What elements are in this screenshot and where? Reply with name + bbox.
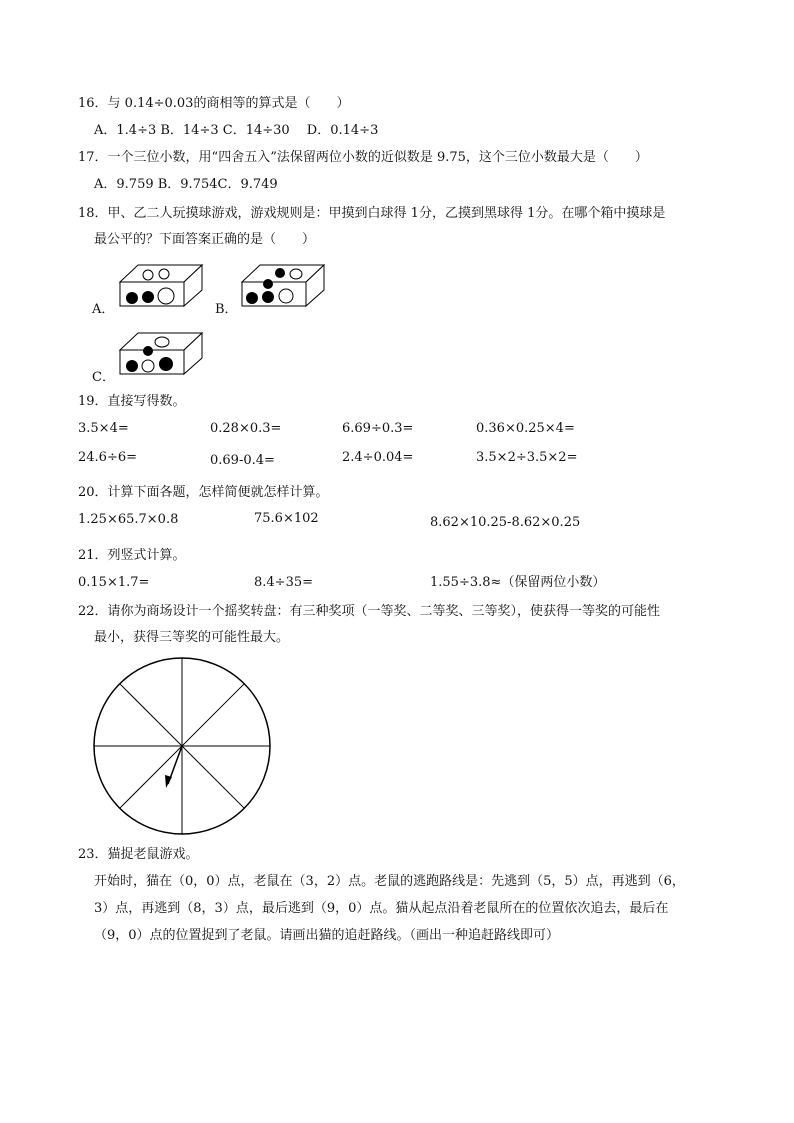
q18-option-b-label: B． xyxy=(215,302,238,317)
q18-stem-line2: 最公平的？下面答案正确的是（ ） xyxy=(94,232,316,247)
white-ball xyxy=(290,269,302,279)
q20-item: 1.25×65.7×0.8 xyxy=(78,512,179,527)
black-ball xyxy=(126,292,138,304)
q22-stem-line2: 最小，获得三等奖的可能性最大。 xyxy=(94,630,290,645)
q20-item: 8.62×10.25-8.62×0.25 xyxy=(430,515,581,530)
black-ball xyxy=(159,357,173,371)
black-ball xyxy=(143,346,153,356)
q16-stem: 16．与 0.14÷0.03的商相等的算式是（ ） xyxy=(78,96,350,111)
q23-line2: 3）点，再逃到（8，3）点，最后逃到（9，0）点。猫从起点沿着老鼠所在的位置依次追去，最后在 xyxy=(94,901,669,916)
q19-item: 6.69÷0.3= xyxy=(342,421,414,436)
q21-item: 8.4÷35= xyxy=(254,575,314,590)
white-ball xyxy=(279,289,293,303)
black-ball xyxy=(142,291,154,303)
q18-stem-line1: 18．甲、乙二人玩摸球游戏，游戏规则是：甲摸到白球得 1分，乙摸到黑球得 1分。在哪个箱中摸球是 xyxy=(78,206,666,221)
black-ball xyxy=(275,268,285,278)
white-ball xyxy=(142,360,154,372)
q19-item: 0.69-0.4= xyxy=(210,453,275,468)
q21-stem: 21．列竖式计算。 xyxy=(78,548,186,563)
q18-box-a xyxy=(118,262,208,310)
black-ball xyxy=(126,360,138,372)
q21-item: 0.15×1.7= xyxy=(78,575,150,590)
q21-item: 1.55÷3.8≈（保留两位小数） xyxy=(430,575,606,590)
black-ball xyxy=(246,292,258,304)
white-ball xyxy=(158,288,174,304)
q23-stem: 23．猫捉老鼠游戏。 xyxy=(78,847,199,862)
q18-box-c xyxy=(118,330,208,378)
q19-item: 24.6÷6= xyxy=(78,450,138,465)
q17-stem: 17．一个三位小数，用“四舍五入”法保留两位小数的近似数是 9.75，这个三位小数最大是（ ） xyxy=(78,150,648,165)
prize-wheel[interactable] xyxy=(92,656,274,838)
q18-box-b xyxy=(240,262,330,310)
q18-option-a-label: A． xyxy=(92,302,115,317)
q16-options: A．1.4÷3 B．14÷3 C．14÷30 D．0.14÷3 xyxy=(94,123,379,138)
q22-stem-line1: 22．请你为商场设计一个摇奖转盘：有三种奖项（一等奖、二等奖、三等奖），使获得一等奖的可能性 xyxy=(78,604,661,619)
white-ball xyxy=(143,270,153,280)
white-ball xyxy=(159,269,169,279)
q19-item: 3.5×4= xyxy=(78,421,129,436)
q19-item: 3.5×2÷3.5×2= xyxy=(476,450,578,465)
q23-line3: （9，0）点的位置捉到了老鼠。请画出猫的追赶路线。（画出一种追赶路线即可） xyxy=(94,928,560,943)
black-ball xyxy=(263,279,273,289)
q18-option-c-label: C． xyxy=(92,370,115,385)
q23-line1: 开始时，猫在（0，0）点，老鼠在（3，2）点。老鼠的逃跑路线是：先逃到（5，5）点，再逃到（6， xyxy=(94,874,685,889)
q20-item: 75.6×102 xyxy=(254,511,319,526)
q19-item: 0.28×0.3= xyxy=(210,421,282,436)
q19-item: 0.36×0.25×4= xyxy=(476,421,575,436)
q17-options: A．9.759 B．9.754C．9.749 xyxy=(94,177,278,192)
q19-item: 2.4÷0.04= xyxy=(342,450,414,465)
q19-stem: 19．直接写得数。 xyxy=(78,394,186,409)
q20-stem: 20．计算下面各题，怎样简便就怎样计算。 xyxy=(78,485,329,500)
black-ball xyxy=(262,291,274,303)
white-ball xyxy=(155,337,169,347)
